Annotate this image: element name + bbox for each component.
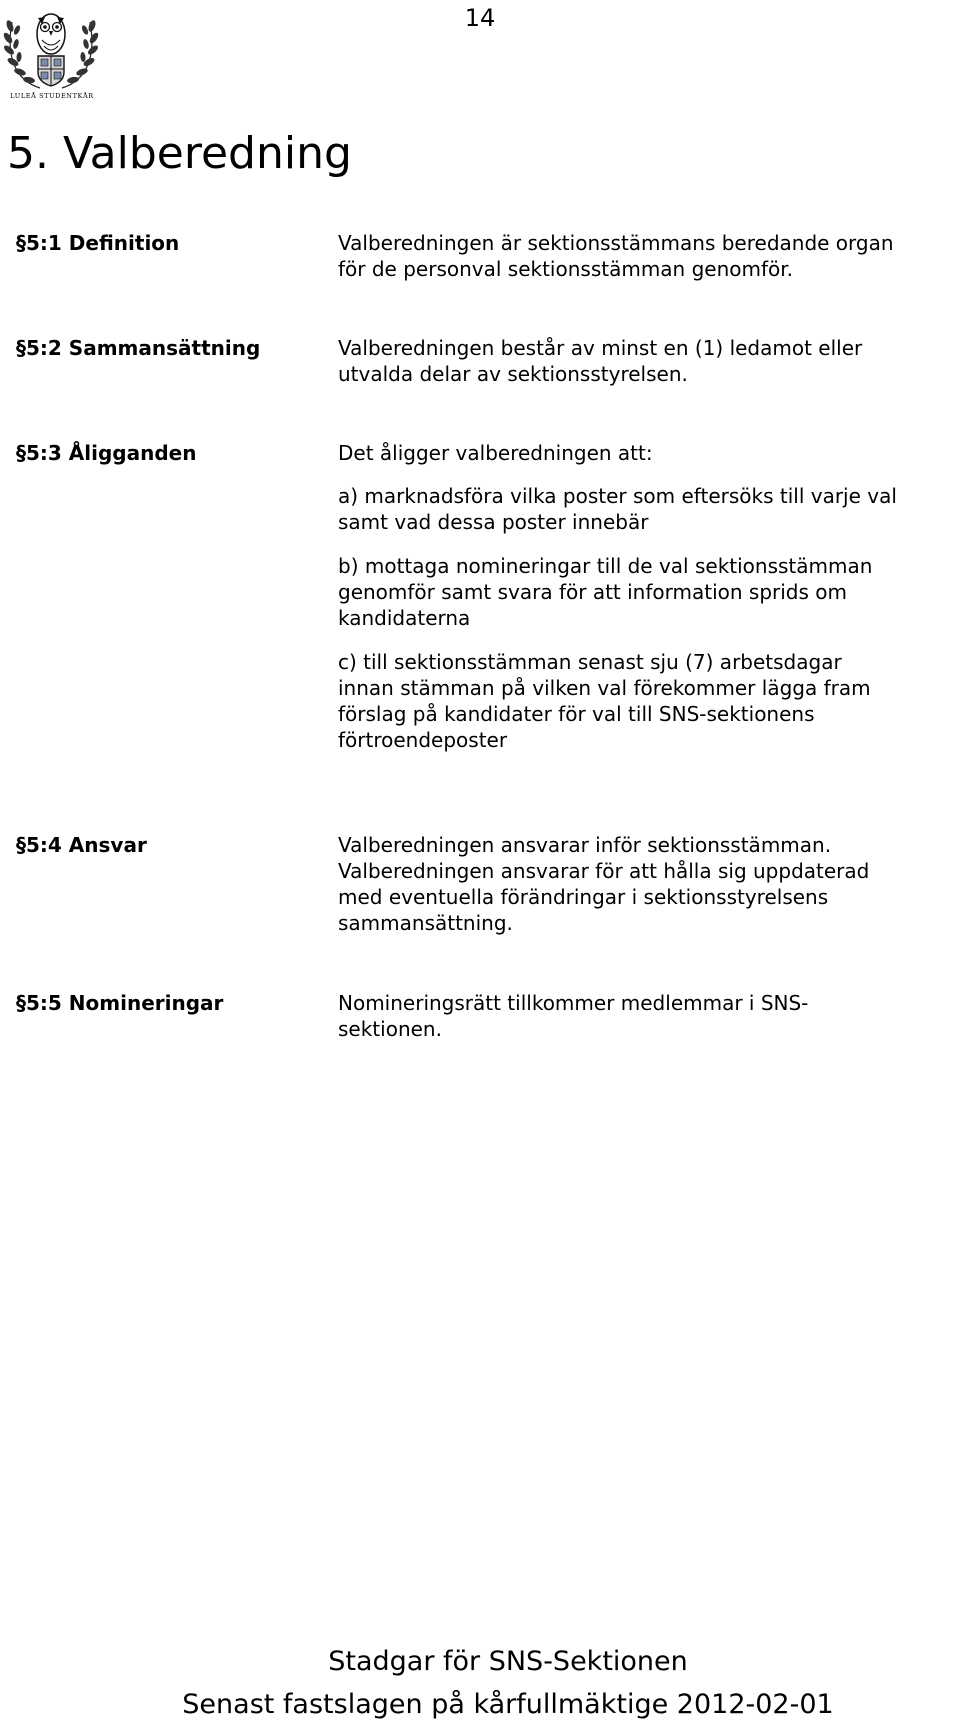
body-line: förslag på kandidater för val till SNS-sektionens — [338, 702, 815, 726]
body-line: sammansättning. — [338, 911, 513, 935]
duties-intro: Det åligger valberedningen att: — [338, 441, 653, 465]
body-line: innan stämman på vilken val förekommer lägga fram — [338, 676, 871, 700]
body-line: sektionen. — [338, 1017, 442, 1041]
body-line: för de personval sektionsstämman genomför. — [338, 257, 793, 281]
footer-title: Stadgar för SNS-Sektionen — [328, 1646, 688, 1677]
body-line: b) mottaga nomineringar till de val sektionsstämman — [338, 554, 873, 578]
section-label: §5:5 Nomineringar — [16, 991, 224, 1015]
body-line: med eventuella förändringar i sektionsstyrelsens — [338, 885, 829, 909]
body-line: Nomineringsrätt tillkommer medlemmar i SNS- — [338, 991, 809, 1015]
section-body — [338, 832, 960, 936]
section-label: §5:3 Åligganden — [16, 441, 197, 465]
section-label: §5:1 Definition — [16, 231, 180, 255]
body-line: Valberedningen ansvarar inför sektionsstämman. — [338, 833, 832, 857]
section-body — [338, 990, 960, 1042]
section-body — [338, 440, 960, 753]
body-line: Valberedningen är sektionsstämmans beredande organ — [338, 231, 894, 255]
body-line: förtroendeposter — [338, 728, 508, 752]
duty-item-a — [338, 483, 960, 535]
section-label: §5:2 Sammansättning — [16, 336, 261, 360]
logo-caption: LULEÅ STUDENTKÅR — [10, 92, 94, 100]
section-body — [338, 335, 960, 387]
body-line: utvalda delar av sektionsstyrelsen. — [338, 362, 688, 386]
duty-item-b — [338, 553, 960, 631]
section-body — [338, 230, 960, 282]
body-line: Valberedningen består av minst en (1) ledamot eller — [338, 336, 863, 360]
body-line: Valberedningen ansvarar för att hålla sig uppdaterad — [338, 859, 870, 883]
body-line: genomför samt svara för att information sprids om — [338, 580, 847, 604]
section-label: §5:4 Ansvar — [16, 833, 147, 857]
body-line: a) marknadsföra vilka poster som eftersöks till varje val — [338, 484, 897, 508]
body-line: kandidaterna — [338, 606, 471, 630]
body-line: c) till sektionsstämman senast sju (7) arbetsdagar — [338, 650, 842, 674]
page-title: 5. Valberedning — [7, 128, 352, 179]
owl-crest-logo-icon — [0, 0, 102, 104]
footer-adopted-date: Senast fastslagen på kårfullmäktige 2012-02-01 — [182, 1689, 834, 1720]
duty-item-c — [338, 649, 960, 753]
body-line: samt vad dessa poster innebär — [338, 510, 649, 534]
page-number: 14 — [464, 4, 496, 32]
